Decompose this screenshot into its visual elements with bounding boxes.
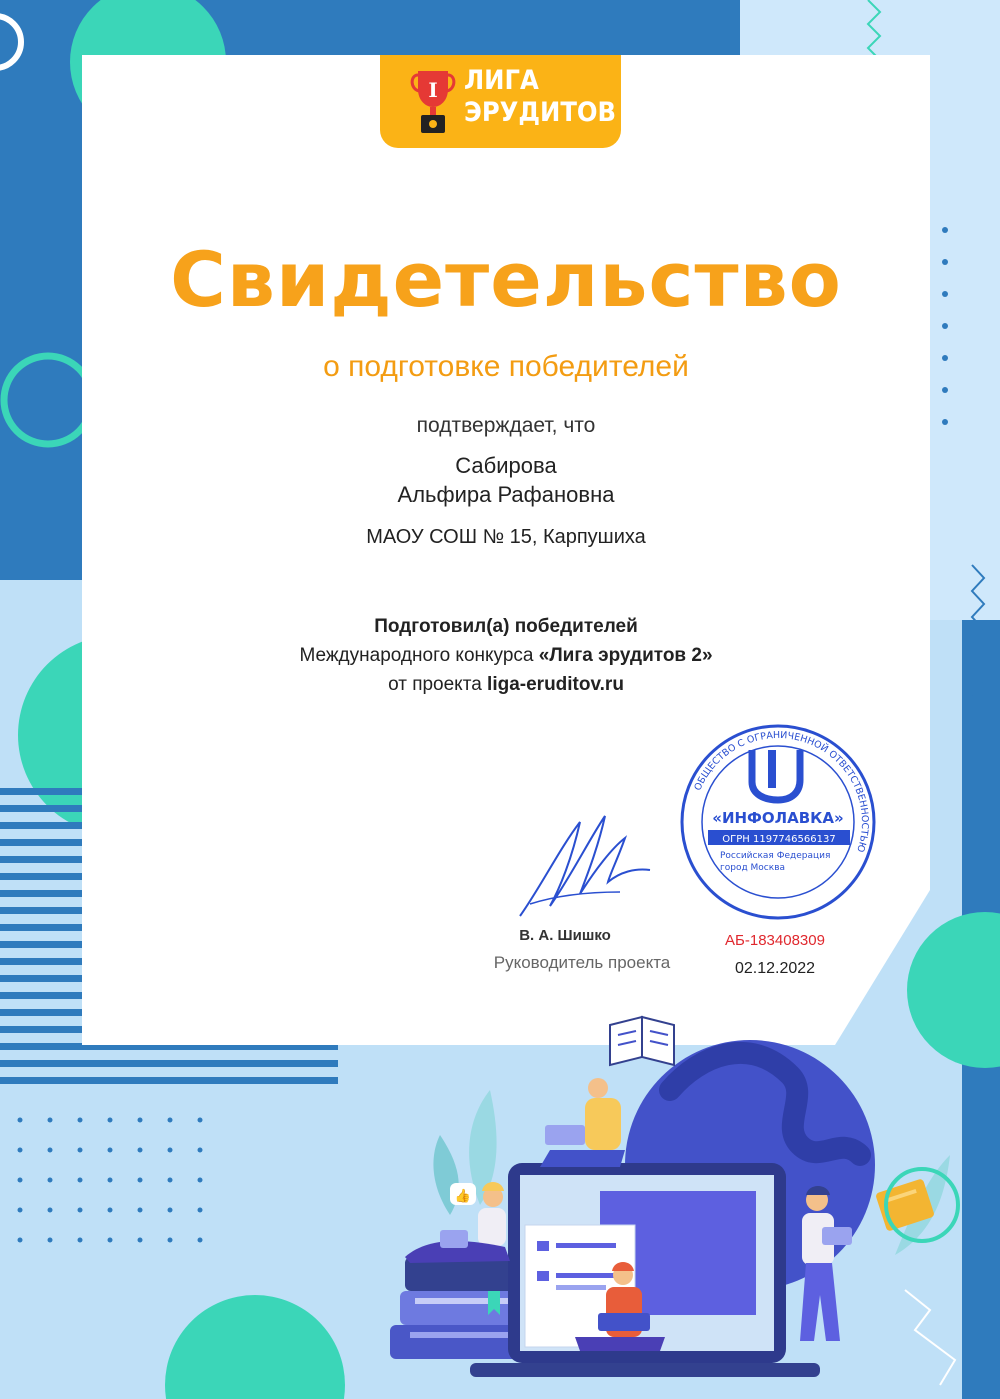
stamp-ogrn: ОГРН 1197746566137 — [722, 834, 836, 845]
prepared-block — [82, 612, 930, 699]
open-book-icon — [610, 1017, 674, 1065]
prepared-line-2-prefix: Международного конкурса — [299, 645, 534, 666]
certificate-title: Свидетельство — [170, 235, 842, 324]
stamp-seal — [678, 722, 878, 922]
logo-text — [464, 65, 616, 129]
contest-name: «Лига эрудитов 2» — [538, 645, 713, 666]
recipient-name — [82, 451, 930, 509]
certificate-number: АБ-183408309 — [725, 932, 825, 949]
person-laptop-figure — [540, 1078, 625, 1167]
signature-scribble — [510, 808, 660, 923]
certificate-date: 02.12.2022 — [734, 960, 816, 977]
svg-text:👍: 👍 — [454, 1189, 472, 1204]
prepared-line-1: Подготовил(а) победителей — [374, 616, 638, 637]
education-illustration — [370, 995, 970, 1399]
signer-name: В. А. Шишко — [519, 927, 611, 944]
stamp-city: город Москва — [720, 863, 786, 873]
school-name: МАОУ СОШ № 15, Карпушиха — [366, 526, 646, 548]
prepared-line-3-prefix: от проекта — [388, 674, 482, 695]
confirms-text: подтверждает, что — [416, 414, 596, 437]
signer-role: Руководитель проекта — [493, 953, 671, 972]
like-bubble-icon — [450, 1183, 476, 1205]
trophy-icon — [410, 67, 456, 135]
logo-line-2: ЭРУДИТОВ — [464, 97, 617, 128]
logo-badge — [380, 55, 621, 148]
certificate-subtitle: о подготовке победителей — [323, 350, 689, 383]
recipient-given-names: Альфира Рафановна — [397, 482, 615, 507]
stamp-logo-icon — [752, 750, 800, 800]
trophy-numeral: I — [428, 78, 438, 102]
recipient-surname: Сабирова — [455, 453, 557, 478]
logo-line-1: ЛИГА — [464, 65, 539, 96]
stamp-country: Российская Федерация — [720, 851, 831, 861]
stamp-org: «ИНФОЛАВКА» — [712, 809, 844, 827]
stamp-arc-text: ОБЩЕСТВО С ОГРАНИЧЕННОЙ ОТВЕТСТВЕННОСТЬЮ — [692, 729, 871, 854]
project-site: liga-eruditov.ru — [487, 674, 624, 695]
